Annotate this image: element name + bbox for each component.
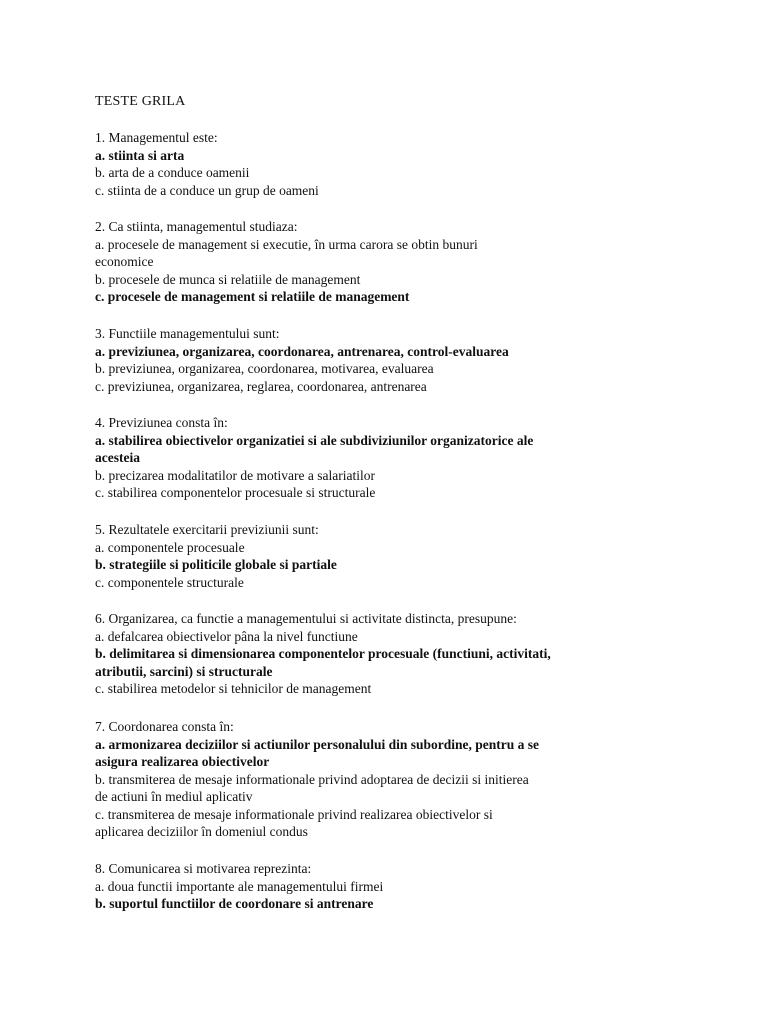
- question-text: 4. Previziunea consta în:: [95, 415, 228, 430]
- correct-answer-option: [95, 147, 655, 165]
- answer-option-line: b. precizarea modalitatilor de motivare a salariatilor: [95, 467, 375, 483]
- answer-option-line: economice: [95, 254, 154, 269]
- answer-option: [95, 806, 655, 841]
- question-block: [95, 325, 655, 395]
- answer-option-line: a. defalcarea obiectivelor pâna la nivel functiune: [95, 628, 358, 644]
- correct-answer-option: [95, 432, 655, 467]
- answer-option-line: b. delimitarea si dimensionarea componentelor procesuale (functiuni, activitati,: [95, 646, 551, 661]
- correct-answer-option: [95, 288, 655, 306]
- question-text: 3. Functiile managementului sunt:: [95, 326, 280, 341]
- answer-option-line: atributii, sarcini) si structurale: [95, 663, 273, 679]
- answer-option-line: acesteia: [95, 450, 140, 465]
- answer-option: [95, 467, 655, 485]
- answer-option: [95, 271, 655, 289]
- question-block: [95, 718, 655, 841]
- question-text: 8. Comunicarea si motivarea reprezinta:: [95, 861, 312, 876]
- answer-option-line: b. arta de a conduce oamenii: [95, 165, 250, 180]
- answer-option: [95, 680, 655, 698]
- answer-option: [95, 539, 655, 557]
- answer-option-line: a. previziunea, organizarea, coordonarea, antrenarea, control-evaluarea: [95, 343, 509, 359]
- question-text: 1. Managementul este:: [95, 130, 218, 145]
- correct-answer-option: [95, 556, 655, 574]
- answer-option-line: b. strategiile si politicile globale si partiale: [95, 557, 337, 572]
- answer-option: [95, 164, 655, 182]
- answer-option: [95, 878, 655, 896]
- answer-option-line: c. transmiterea de mesaje informationale privind realizarea obiectivelor si: [95, 806, 493, 822]
- answer-option-line: b. suportul functiilor de coordonare si antrenare: [95, 896, 374, 911]
- answer-option-line: aplicarea deciziilor în domeniul condus: [95, 824, 308, 839]
- question-text: 5. Rezultatele exercitarii previziunii sunt:: [95, 522, 319, 537]
- answer-option: [95, 360, 655, 378]
- answer-option-line: a. procesele de management si executie, în urma carora se obtin bunuri: [95, 236, 478, 252]
- answer-option-line: asigura realizarea obiectivelor: [95, 754, 270, 769]
- question-block: [95, 521, 655, 591]
- answer-option: [95, 771, 655, 806]
- answer-option-line: c. stiinta de a conduce un grup de oameni: [95, 182, 319, 198]
- question-text: 6. Organizarea, ca functie a managementului si activitate distincta, presupune:: [95, 611, 517, 626]
- correct-answer-option: [95, 736, 655, 771]
- answer-option: [95, 182, 655, 200]
- answer-option-line: a. stiinta si arta: [95, 147, 185, 163]
- question-text: 2. Ca stiinta, managementul studiaza:: [95, 219, 298, 234]
- answer-option: [95, 628, 655, 646]
- page-title: TESTE GRILA: [95, 94, 186, 109]
- answer-option-line: c. stabilirea componentelor procesuale si structurale: [95, 485, 376, 500]
- question-block: [95, 129, 655, 199]
- correct-answer-option: [95, 645, 655, 680]
- answer-option: [95, 484, 655, 502]
- question-block: [95, 860, 655, 913]
- answer-option-line: a. componentele procesuale: [95, 539, 245, 555]
- correct-answer-option: [95, 343, 655, 361]
- question-block: [95, 414, 655, 502]
- answer-option-line: b. transmiterea de mesaje informationale privind adoptarea de decizii si initierea: [95, 771, 529, 787]
- question-block: [95, 610, 655, 698]
- answer-option-line: a. armonizarea deciziilor si actiunilor personalului din subordine, pentru a se: [95, 736, 540, 752]
- question-block: [95, 218, 655, 306]
- answer-option-line: b. procesele de munca si relatiile de management: [95, 271, 361, 287]
- answer-option-line: c. procesele de management si relatiile de management: [95, 289, 410, 304]
- answer-option-line: c. previziunea, organizarea, reglarea, coordonarea, antrenarea: [95, 378, 427, 394]
- answer-option-line: c. componentele structurale: [95, 574, 244, 590]
- answer-option: [95, 378, 655, 396]
- answer-option: [95, 236, 655, 271]
- answer-option-line: a. stabilirea obiectivelor organizatiei si ale subdiviziunilor organizatorice ale: [95, 432, 534, 448]
- answer-option-line: a. doua functii importante ale managementului firmei: [95, 878, 384, 894]
- correct-answer-option: [95, 895, 655, 913]
- answer-option: [95, 574, 655, 592]
- answer-option-line: c. stabilirea metodelor si tehnicilor de management: [95, 681, 372, 696]
- question-text: 7. Coordonarea consta în:: [95, 719, 234, 734]
- answer-option-line: b. previziunea, organizarea, coordonarea, motivarea, evaluarea: [95, 361, 434, 376]
- answer-option-line: de actiuni în mediul aplicativ: [95, 789, 253, 804]
